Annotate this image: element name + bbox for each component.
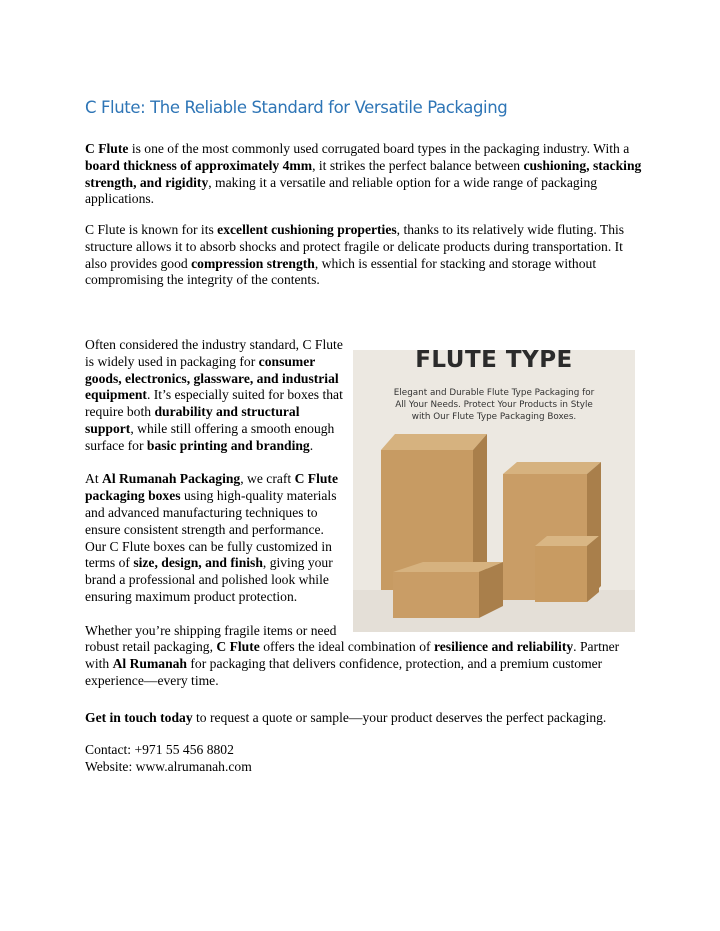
body-text: using high-quality materials and advanced manufacturing techniques to ensure consistent strength and performance. Our C Flute boxes can be fully customized in terms of [85, 488, 337, 571]
figure-caption-line: with Our Flute Type Packaging Boxes. [411, 412, 577, 422]
content-with-figure [85, 337, 645, 690]
bold-text: compression strength [191, 255, 315, 271]
body-text: is one of the most commonly used corrugated board types in the packaging industry. With a [128, 141, 630, 156]
bold-text: Al Rumanah Packaging [102, 471, 241, 487]
closing-paragraph [85, 623, 645, 690]
page-title: C Flute: The Reliable Standard for Versatile Packaging [85, 98, 508, 117]
figure-caption-line: Elegant and Durable Flute Type Packaging for [393, 388, 595, 398]
body-text: Often considered the industry standard, C Flute is widely used in packaging for [85, 337, 343, 369]
body-text: for packaging that delivers confidence, protection, and a premium customer experience—every time. [85, 656, 603, 688]
bold-text: C Flute [216, 639, 260, 655]
body-text: , while still offering a smooth enough surface for [85, 420, 335, 453]
bold-text: cushioning, stacking strength, and rigidity [85, 157, 642, 190]
body-text: , giving your brand a professional and polished look while ensuring maximum product protection. [85, 555, 333, 604]
figure-caption-line: All Your Needs. Protect Your Products in Style [395, 400, 593, 410]
bold-text: excellent cushioning properties [217, 222, 397, 237]
bold-text: Get in touch today [85, 710, 193, 725]
body-text: , which is essential for stacking and storage without compromising the integrity of the contents. [85, 255, 597, 288]
bold-text: durability and structural support [85, 404, 300, 436]
website-line: Website: www.alrumanah.com [85, 759, 252, 774]
bold-text: board thickness of approximately 4mm [85, 157, 313, 173]
body-text: . It’s especially suited for boxes that require both [85, 387, 343, 420]
figure-heading: FLUTE TYPE [415, 350, 573, 373]
bold-text: C Flute [85, 141, 129, 156]
cushioning-paragraph [85, 222, 645, 289]
body-text: . Partner with [85, 639, 620, 672]
bold-text: C Flute packaging boxes [85, 471, 338, 504]
bold-text: basic printing and branding [146, 437, 310, 453]
bold-text: Al Rumanah [112, 656, 187, 672]
body-text: , thanks to its relatively wide fluting. This structure allows it to absorb shocks and protect fragile or delicate products during transportation. It also provides good [85, 222, 625, 271]
body-text: to request a quote or sample—your product deserves the perfect packaging. [192, 710, 607, 725]
body-text: , making it a versatile and reliable option for a wide range of packaging applications. [85, 174, 598, 207]
intro-paragraph [85, 141, 645, 208]
body-text: At [85, 471, 102, 487]
body-text: , we craft [240, 471, 295, 487]
body-text: C Flute is known for its [85, 222, 218, 237]
call-to-action [85, 710, 645, 727]
body-text: Whether you’re shipping fragile items or need robust retail packaging, [85, 622, 337, 655]
bold-text: resilience and reliability [433, 639, 574, 655]
body-text: , it strikes the perfect balance between [312, 157, 524, 173]
body-text: offers the ideal combination of [259, 639, 434, 655]
bold-text: size, design, and finish [133, 555, 263, 571]
contact-line: Contact: +971 55 456 8802 [85, 742, 234, 757]
flute-type-figure [353, 350, 635, 632]
body-text: . [309, 437, 314, 453]
bold-text: consumer goods, electronics, glassware, and industrial equipment [85, 353, 339, 403]
figure-caption [363, 387, 625, 423]
